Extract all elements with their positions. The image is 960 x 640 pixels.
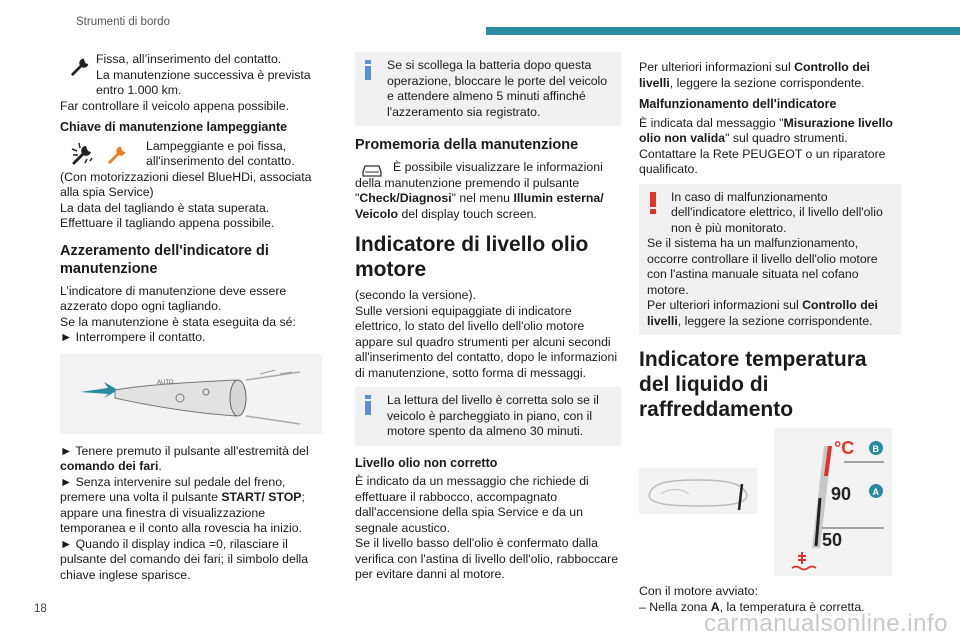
battery-info-box (355, 52, 621, 126)
wrench-fixed-text: Fissa, all’inserimento del contatto. (96, 52, 282, 66)
header-accent-bar (486, 27, 960, 35)
contact-dealer-text: Contattare la Rete PEUGEOT o un riparatore qualificato. (639, 146, 886, 176)
step-release: ► Quando il display indica =0, rilasciare il pulsante del comando dei fari; il simbolo della chiave inglese sparisce. (60, 536, 309, 582)
service-asap-text: Effettuare il tagliando appena possibile. (60, 216, 275, 230)
instrument-cluster-figure (639, 468, 757, 514)
zone-a-badge: A (872, 487, 879, 497)
reset-intro-text: L’indicatore di manutenzione deve essere azzerato dopo ogni tagliando. (60, 283, 287, 313)
fault-heading: Malfunzionamento dell'indicatore (639, 97, 837, 111)
low-oil-message-text: È indicato da un messaggio che richiede di effettuare il rabbocco, accompagnato dall'accensione della spia Service e da un segnale acustico. (355, 474, 589, 535)
info-icon (363, 60, 373, 80)
oil-level-description: Sulle versioni equipaggiate di indicatore elettrico, lo stato del livello dell'olio motore appare sul quadro strumenti per alcuni secondi all'inserimento del contatto, dopo le informazioni di manutenzione, sotto forma di messaggi. (355, 303, 618, 380)
warning-text-a: In caso di malfunzionamento dell'indicatore elettrico, il livello dell'olio non è più monitorato. (671, 189, 883, 235)
column-2 (355, 52, 621, 583)
auto-label: AUTO (157, 379, 174, 386)
reminder-text: È possibile visualizzare le informazioni della manutenzione premendo il pulsante "Check/Diagnosi" nel menu Illumin esterna/ Veicolo del display touch screen. (355, 160, 604, 221)
oil-level-heading: Indicatore di livello olio motore (355, 233, 589, 281)
gauge-90-label: 90 (831, 484, 852, 504)
coolant-figures (639, 428, 901, 576)
low-oil-confirm-text: Se il livello basso dell'olio è confermato dalla verifica con l'astina di livello dell'olio, rabboccare per evitare danni al motore. (355, 536, 619, 581)
zone-b-badge: B (872, 444, 879, 454)
warning-text-c: Per ulteriori informazioni sul Controllo dei livelli, leggere la sezione corrispondente. (647, 298, 878, 328)
self-service-text: Se la manutenzione è stata eseguita da sé: (60, 314, 296, 329)
wrench-flashing-row (60, 139, 322, 170)
date-exceeded-text: La data del tagliando è stata superata. (60, 200, 270, 215)
column-1 (60, 52, 322, 583)
info-icon (363, 395, 373, 415)
more-info-levels: Per ulteriori informazioni sul Controllo dei livelli, leggere la sezione corrispondente. (639, 60, 870, 90)
step-press-button: ► Tenere premuto il pulsante all'estremità del comando dei fari. (60, 443, 309, 473)
next-service-text: La manutenzione successiva è prevista entro 1.000 km. (96, 67, 311, 97)
page-number: 18 (34, 603, 47, 615)
coolant-icon (792, 552, 816, 570)
battery-info-text: Se si scollega la batteria dopo questa operazione, bloccare le porte del veicolo e attendere almeno 5 minuti affinché l'azzeramento sia registrato. (387, 58, 608, 119)
flashing-text: Lampeggiante e poi fissa, all'inserimento del contatto. (146, 138, 295, 168)
coolant-heading: Indicatore temperatura del liquido di raffreddamento (639, 348, 867, 421)
flashing-wrench-icon (60, 139, 146, 169)
wrench-fixed-row (60, 52, 322, 99)
reading-info-box (355, 387, 621, 446)
version-note: (secondo la versione). (355, 288, 476, 302)
fault-message-text: È indicata dal messaggio "Misurazione livello olio non valida" sul quadro strumenti. (639, 115, 893, 145)
step-start-stop: ► Senza intervenire sul pedale del freno, premere una volta il pulsante START/ STOP; appare una finestra di visualizzazione temporanea e il conto alla rovescia ha inizio. (60, 474, 305, 535)
car-icon (361, 162, 383, 178)
reminder-heading: Promemoria della manutenzione (355, 137, 579, 153)
headlamp-stalk-figure (60, 354, 322, 434)
wrench-icon (60, 52, 96, 80)
gauge-unit-label: °C (834, 438, 855, 458)
low-oil-heading: Livello olio non corretto (355, 455, 498, 470)
gauge-50-label: 50 (822, 530, 843, 550)
coolant-gauge-figure (774, 428, 892, 576)
fault-warning-box (639, 184, 901, 336)
bluehdi-text: (Con motorizzazioni diesel BlueHDi, associata alla spia Service) (60, 169, 312, 199)
warning-text-b: Se il sistema ha un malfunzionamento, occorre controllare il livello dell'olio motore con l'astina manuale situata nel cofano motore. (647, 236, 878, 297)
column-3 (639, 60, 901, 615)
warning-icon (649, 192, 657, 214)
flashing-key-heading: Chiave di manutenzione lampeggiante (60, 120, 288, 134)
zone-a-text: – Nella zona A, la temperatura è corretta. (639, 599, 865, 614)
step-ignition-off: ► Interrompere il contatto. (60, 330, 206, 344)
check-vehicle-text: Far controllare il veicolo appena possibile. (60, 98, 289, 113)
reminder-block (355, 160, 621, 222)
watermark: carmanualsonline.info (704, 610, 948, 637)
reset-heading: Azzeramento dell'indicatore di manutenzione (60, 242, 269, 277)
reading-info-text: La lettura del livello è corretta solo se il veicolo è parcheggiato in piano, con il motore spento da almeno 30 minuti. (387, 393, 599, 438)
engine-running-text: Con il motore avviato: (639, 584, 758, 598)
header-title: Strumenti di bordo (76, 16, 170, 28)
